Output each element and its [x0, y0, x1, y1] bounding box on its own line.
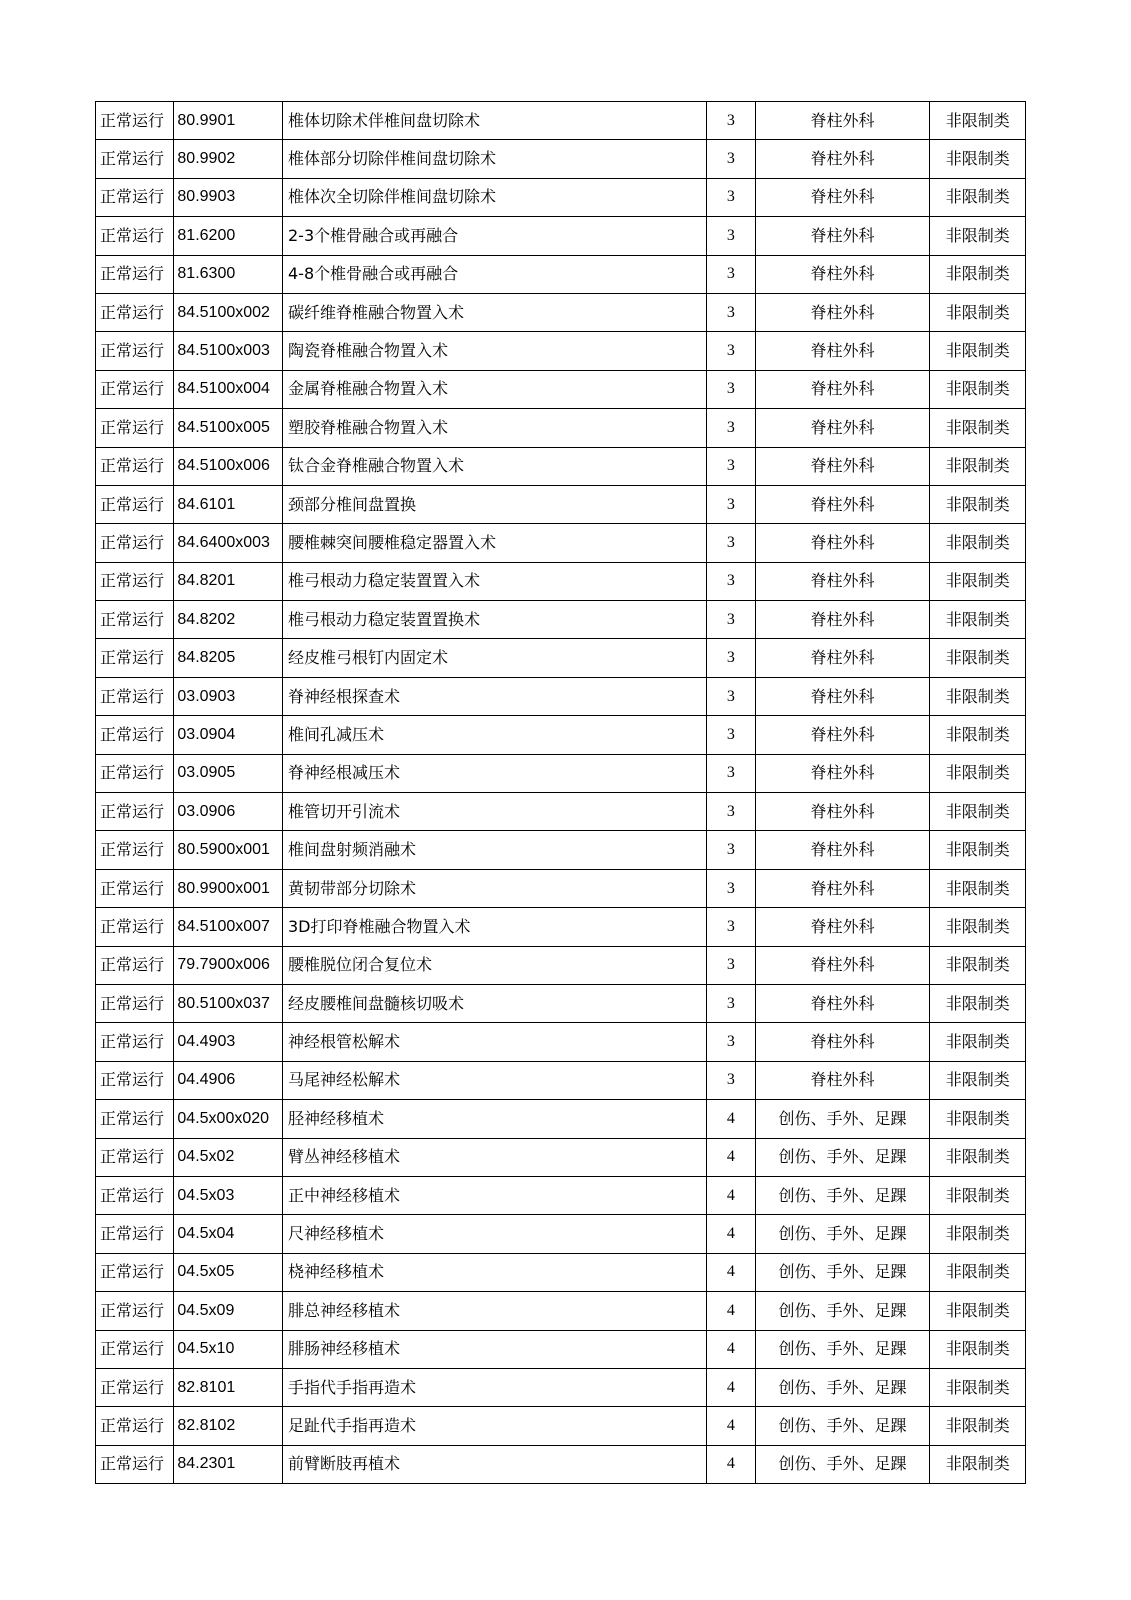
code-cell: 80.9902 [174, 140, 283, 178]
code-cell: 82.8101 [174, 1368, 283, 1406]
department-cell: 脊柱外科 [755, 447, 930, 485]
procedure-name-cell: 手指代手指再造术 [282, 1368, 706, 1406]
table-row [96, 562, 1026, 600]
status-cell: 正常运行 [96, 447, 174, 485]
status-cell: 正常运行 [96, 1368, 174, 1406]
department-cell: 脊柱外科 [755, 332, 930, 370]
table-row [96, 102, 1026, 140]
procedure-name-cell: 钛合金脊椎融合物置入术 [282, 447, 706, 485]
department-cell: 创伤、手外、足踝 [755, 1176, 930, 1214]
table-row [96, 984, 1026, 1022]
table-row [96, 1023, 1026, 1061]
level-cell: 3 [707, 754, 755, 792]
category-cell: 非限制类 [930, 1176, 1026, 1214]
category-cell: 非限制类 [930, 140, 1026, 178]
status-cell: 正常运行 [96, 562, 174, 600]
category-cell: 非限制类 [930, 409, 1026, 447]
department-cell: 脊柱外科 [755, 601, 930, 639]
department-cell: 脊柱外科 [755, 716, 930, 754]
level-cell: 4 [707, 1445, 755, 1483]
department-cell: 脊柱外科 [755, 255, 930, 293]
procedure-name-cell: 臂丛神经移植术 [282, 1138, 706, 1176]
status-cell: 正常运行 [96, 601, 174, 639]
procedure-name-cell: 前臂断肢再植术 [282, 1445, 706, 1483]
table-row [96, 1407, 1026, 1445]
procedure-name-cell: 椎管切开引流术 [282, 793, 706, 831]
department-cell: 脊柱外科 [755, 524, 930, 562]
level-cell: 3 [707, 639, 755, 677]
category-cell: 非限制类 [930, 869, 1026, 907]
procedure-name-cell: 2-3个椎骨融合或再融合 [282, 217, 706, 255]
code-cell: 03.0904 [174, 716, 283, 754]
procedure-name-cell: 桡神经移植术 [282, 1253, 706, 1291]
procedure-name-cell: 神经根管松解术 [282, 1023, 706, 1061]
department-cell: 脊柱外科 [755, 754, 930, 792]
level-cell: 4 [707, 1253, 755, 1291]
department-cell: 创伤、手外、足踝 [755, 1138, 930, 1176]
code-cell: 84.5100x007 [174, 908, 283, 946]
status-cell: 正常运行 [96, 869, 174, 907]
code-cell: 84.8205 [174, 639, 283, 677]
department-cell: 脊柱外科 [755, 869, 930, 907]
table-row [96, 908, 1026, 946]
code-cell: 84.5100x004 [174, 370, 283, 408]
table-row [96, 831, 1026, 869]
procedure-name-cell: 椎弓根动力稳定装置置入术 [282, 562, 706, 600]
status-cell: 正常运行 [96, 1253, 174, 1291]
status-cell: 正常运行 [96, 524, 174, 562]
status-cell: 正常运行 [96, 1061, 174, 1099]
table-row [96, 1368, 1026, 1406]
category-cell: 非限制类 [930, 332, 1026, 370]
table-row [96, 793, 1026, 831]
procedure-name-cell: 椎弓根动力稳定装置置换术 [282, 601, 706, 639]
code-cell: 04.5x04 [174, 1215, 283, 1253]
code-cell: 81.6300 [174, 255, 283, 293]
status-cell: 正常运行 [96, 102, 174, 140]
procedure-name-cell: 椎间盘射频消融术 [282, 831, 706, 869]
status-cell: 正常运行 [96, 677, 174, 715]
procedure-name-cell: 椎体次全切除伴椎间盘切除术 [282, 178, 706, 216]
status-cell: 正常运行 [96, 946, 174, 984]
level-cell: 3 [707, 984, 755, 1022]
category-cell: 非限制类 [930, 1215, 1026, 1253]
procedure-name-cell: 3D打印脊椎融合物置入术 [282, 908, 706, 946]
table-row [96, 1253, 1026, 1291]
level-cell: 3 [707, 409, 755, 447]
code-cell: 81.6200 [174, 217, 283, 255]
department-cell: 脊柱外科 [755, 370, 930, 408]
table-row [96, 217, 1026, 255]
table-row [96, 370, 1026, 408]
department-cell: 脊柱外科 [755, 485, 930, 523]
department-cell: 创伤、手外、足踝 [755, 1445, 930, 1483]
level-cell: 3 [707, 601, 755, 639]
table-row [96, 1061, 1026, 1099]
code-cell: 04.5x05 [174, 1253, 283, 1291]
level-cell: 3 [707, 370, 755, 408]
status-cell: 正常运行 [96, 1176, 174, 1214]
procedure-name-cell: 腰椎脱位闭合复位术 [282, 946, 706, 984]
department-cell: 创伤、手外、足踝 [755, 1330, 930, 1368]
category-cell: 非限制类 [930, 293, 1026, 331]
department-cell: 脊柱外科 [755, 831, 930, 869]
status-cell: 正常运行 [96, 485, 174, 523]
department-cell: 脊柱外科 [755, 140, 930, 178]
status-cell: 正常运行 [96, 370, 174, 408]
status-cell: 正常运行 [96, 409, 174, 447]
status-cell: 正常运行 [96, 1292, 174, 1330]
category-cell: 非限制类 [930, 102, 1026, 140]
department-cell: 脊柱外科 [755, 178, 930, 216]
category-cell: 非限制类 [930, 984, 1026, 1022]
table-row [96, 639, 1026, 677]
code-cell: 04.4903 [174, 1023, 283, 1061]
status-cell: 正常运行 [96, 1445, 174, 1483]
level-cell: 3 [707, 677, 755, 715]
status-cell: 正常运行 [96, 984, 174, 1022]
code-cell: 82.8102 [174, 1407, 283, 1445]
category-cell: 非限制类 [930, 754, 1026, 792]
category-cell: 非限制类 [930, 1330, 1026, 1368]
level-cell: 4 [707, 1330, 755, 1368]
level-cell: 3 [707, 447, 755, 485]
procedure-name-cell: 腰椎棘突间腰椎稳定器置入术 [282, 524, 706, 562]
status-cell: 正常运行 [96, 908, 174, 946]
department-cell: 脊柱外科 [755, 984, 930, 1022]
status-cell: 正常运行 [96, 1215, 174, 1253]
category-cell: 非限制类 [930, 447, 1026, 485]
status-cell: 正常运行 [96, 217, 174, 255]
category-cell: 非限制类 [930, 1407, 1026, 1445]
procedure-name-cell: 胫神经移植术 [282, 1100, 706, 1138]
table-row [96, 178, 1026, 216]
department-cell: 创伤、手外、足踝 [755, 1215, 930, 1253]
table-row [96, 485, 1026, 523]
procedure-name-cell: 金属脊椎融合物置入术 [282, 370, 706, 408]
code-cell: 80.9900x001 [174, 869, 283, 907]
procedure-name-cell: 脊神经根减压术 [282, 754, 706, 792]
department-cell: 脊柱外科 [755, 946, 930, 984]
status-cell: 正常运行 [96, 1023, 174, 1061]
level-cell: 4 [707, 1215, 755, 1253]
category-cell: 非限制类 [930, 1061, 1026, 1099]
level-cell: 3 [707, 140, 755, 178]
procedure-name-cell: 马尾神经松解术 [282, 1061, 706, 1099]
level-cell: 3 [707, 485, 755, 523]
category-cell: 非限制类 [930, 601, 1026, 639]
department-cell: 脊柱外科 [755, 293, 930, 331]
level-cell: 3 [707, 255, 755, 293]
code-cell: 03.0903 [174, 677, 283, 715]
procedure-name-cell: 正中神经移植术 [282, 1176, 706, 1214]
table-row [96, 1138, 1026, 1176]
code-cell: 80.5900x001 [174, 831, 283, 869]
code-cell: 04.4906 [174, 1061, 283, 1099]
category-cell: 非限制类 [930, 178, 1026, 216]
code-cell: 80.9903 [174, 178, 283, 216]
table-row [96, 716, 1026, 754]
department-cell: 脊柱外科 [755, 639, 930, 677]
level-cell: 3 [707, 869, 755, 907]
level-cell: 3 [707, 178, 755, 216]
department-cell: 脊柱外科 [755, 409, 930, 447]
table-row [96, 140, 1026, 178]
level-cell: 3 [707, 1023, 755, 1061]
status-cell: 正常运行 [96, 639, 174, 677]
level-cell: 4 [707, 1176, 755, 1214]
procedure-name-cell: 椎体切除术伴椎间盘切除术 [282, 102, 706, 140]
level-cell: 3 [707, 908, 755, 946]
code-cell: 04.5x03 [174, 1176, 283, 1214]
status-cell: 正常运行 [96, 1330, 174, 1368]
table-row [96, 754, 1026, 792]
status-cell: 正常运行 [96, 332, 174, 370]
status-cell: 正常运行 [96, 716, 174, 754]
department-cell: 脊柱外科 [755, 908, 930, 946]
code-cell: 03.0905 [174, 754, 283, 792]
procedure-name-cell: 经皮腰椎间盘髓核切吸术 [282, 984, 706, 1022]
level-cell: 3 [707, 716, 755, 754]
category-cell: 非限制类 [930, 946, 1026, 984]
table-row [96, 601, 1026, 639]
table-row [96, 255, 1026, 293]
code-cell: 03.0906 [174, 793, 283, 831]
department-cell: 创伤、手外、足踝 [755, 1292, 930, 1330]
code-cell: 80.9901 [174, 102, 283, 140]
procedure-name-cell: 碳纤维脊椎融合物置入术 [282, 293, 706, 331]
category-cell: 非限制类 [930, 1292, 1026, 1330]
level-cell: 3 [707, 1061, 755, 1099]
department-cell: 脊柱外科 [755, 217, 930, 255]
level-cell: 3 [707, 946, 755, 984]
table-row [96, 1176, 1026, 1214]
category-cell: 非限制类 [930, 255, 1026, 293]
category-cell: 非限制类 [930, 908, 1026, 946]
status-cell: 正常运行 [96, 293, 174, 331]
code-cell: 79.7900x006 [174, 946, 283, 984]
category-cell: 非限制类 [930, 1253, 1026, 1291]
procedure-table [95, 101, 1026, 1484]
table-row [96, 677, 1026, 715]
code-cell: 84.8202 [174, 601, 283, 639]
table-row [96, 869, 1026, 907]
department-cell: 创伤、手外、足踝 [755, 1100, 930, 1138]
category-cell: 非限制类 [930, 793, 1026, 831]
procedure-name-cell: 椎体部分切除伴椎间盘切除术 [282, 140, 706, 178]
level-cell: 3 [707, 217, 755, 255]
procedure-name-cell: 塑胶脊椎融合物置入术 [282, 409, 706, 447]
category-cell: 非限制类 [930, 1023, 1026, 1061]
department-cell: 脊柱外科 [755, 1061, 930, 1099]
status-cell: 正常运行 [96, 255, 174, 293]
code-cell: 04.5x02 [174, 1138, 283, 1176]
procedure-name-cell: 颈部分椎间盘置换 [282, 485, 706, 523]
level-cell: 4 [707, 1100, 755, 1138]
code-cell: 80.5100x037 [174, 984, 283, 1022]
code-cell: 84.6101 [174, 485, 283, 523]
level-cell: 3 [707, 102, 755, 140]
table-row [96, 1215, 1026, 1253]
category-cell: 非限制类 [930, 1138, 1026, 1176]
category-cell: 非限制类 [930, 639, 1026, 677]
procedure-name-cell: 椎间孔减压术 [282, 716, 706, 754]
procedure-name-cell: 腓总神经移植术 [282, 1292, 706, 1330]
code-cell: 04.5x10 [174, 1330, 283, 1368]
status-cell: 正常运行 [96, 140, 174, 178]
table-row [96, 332, 1026, 370]
table-row [96, 293, 1026, 331]
code-cell: 84.2301 [174, 1445, 283, 1483]
status-cell: 正常运行 [96, 831, 174, 869]
category-cell: 非限制类 [930, 485, 1026, 523]
status-cell: 正常运行 [96, 178, 174, 216]
department-cell: 脊柱外科 [755, 677, 930, 715]
level-cell: 3 [707, 293, 755, 331]
level-cell: 3 [707, 332, 755, 370]
category-cell: 非限制类 [930, 370, 1026, 408]
table-row [96, 409, 1026, 447]
status-cell: 正常运行 [96, 1100, 174, 1138]
procedure-name-cell: 4-8个椎骨融合或再融合 [282, 255, 706, 293]
department-cell: 脊柱外科 [755, 1023, 930, 1061]
department-cell: 创伤、手外、足踝 [755, 1253, 930, 1291]
table-row [96, 447, 1026, 485]
procedure-name-cell: 腓肠神经移植术 [282, 1330, 706, 1368]
code-cell: 84.6400x003 [174, 524, 283, 562]
table-row [96, 1100, 1026, 1138]
code-cell: 84.5100x006 [174, 447, 283, 485]
category-cell: 非限制类 [930, 716, 1026, 754]
department-cell: 脊柱外科 [755, 793, 930, 831]
level-cell: 4 [707, 1368, 755, 1406]
level-cell: 3 [707, 562, 755, 600]
category-cell: 非限制类 [930, 524, 1026, 562]
procedure-name-cell: 陶瓷脊椎融合物置入术 [282, 332, 706, 370]
code-cell: 04.5x09 [174, 1292, 283, 1330]
category-cell: 非限制类 [930, 562, 1026, 600]
category-cell: 非限制类 [930, 1368, 1026, 1406]
level-cell: 3 [707, 831, 755, 869]
code-cell: 84.5100x002 [174, 293, 283, 331]
code-cell: 84.5100x005 [174, 409, 283, 447]
category-cell: 非限制类 [930, 1445, 1026, 1483]
table-body [96, 102, 1026, 1484]
table-row [96, 1330, 1026, 1368]
level-cell: 4 [707, 1292, 755, 1330]
code-cell: 84.5100x003 [174, 332, 283, 370]
code-cell: 04.5x00x020 [174, 1100, 283, 1138]
procedure-name-cell: 脊神经根探查术 [282, 677, 706, 715]
department-cell: 脊柱外科 [755, 562, 930, 600]
table-row [96, 1445, 1026, 1483]
category-cell: 非限制类 [930, 1100, 1026, 1138]
status-cell: 正常运行 [96, 793, 174, 831]
category-cell: 非限制类 [930, 677, 1026, 715]
status-cell: 正常运行 [96, 1407, 174, 1445]
code-cell: 84.8201 [174, 562, 283, 600]
procedure-name-cell: 足趾代手指再造术 [282, 1407, 706, 1445]
procedure-name-cell: 尺神经移植术 [282, 1215, 706, 1253]
level-cell: 3 [707, 793, 755, 831]
department-cell: 脊柱外科 [755, 102, 930, 140]
status-cell: 正常运行 [96, 754, 174, 792]
department-cell: 创伤、手外、足踝 [755, 1368, 930, 1406]
level-cell: 3 [707, 524, 755, 562]
table-row [96, 524, 1026, 562]
procedure-name-cell: 黄韧带部分切除术 [282, 869, 706, 907]
category-cell: 非限制类 [930, 217, 1026, 255]
procedure-name-cell: 经皮椎弓根钉内固定术 [282, 639, 706, 677]
table-row [96, 946, 1026, 984]
department-cell: 创伤、手外、足踝 [755, 1407, 930, 1445]
status-cell: 正常运行 [96, 1138, 174, 1176]
category-cell: 非限制类 [930, 831, 1026, 869]
level-cell: 4 [707, 1407, 755, 1445]
level-cell: 4 [707, 1138, 755, 1176]
table-row [96, 1292, 1026, 1330]
